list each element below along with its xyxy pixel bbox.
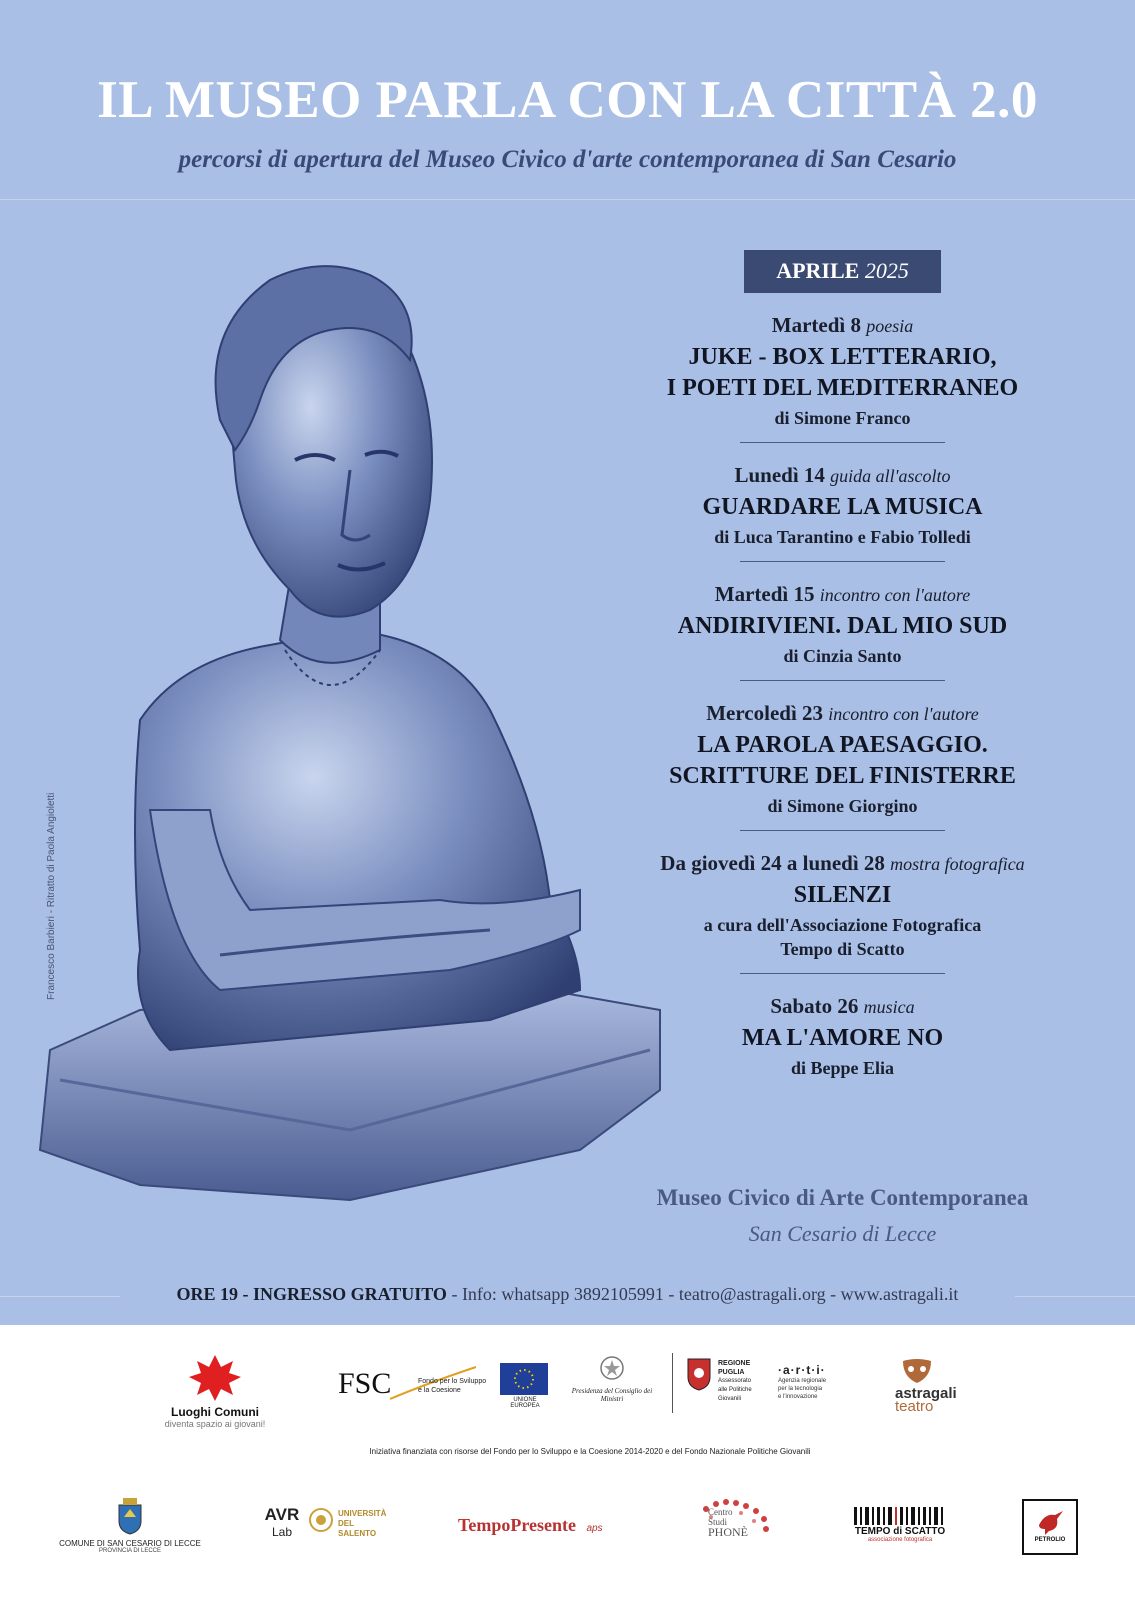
event-author-line: Tempo di Scatto (780, 939, 905, 959)
event-date-line (600, 994, 1085, 1019)
sponsor-strip (0, 1325, 1135, 1600)
info-sep: - (663, 1284, 679, 1304)
petrolio-logo (1022, 1499, 1078, 1555)
event-category: poesia (866, 316, 914, 336)
month-badge (744, 250, 941, 293)
info-line (0, 1284, 1135, 1305)
poster-title: IL MUSEO PARLA CON LA CITTÀ 2.0 (97, 71, 1038, 129)
regione-text (718, 1359, 766, 1404)
whatsapp-info: Info: whatsapp 3892105991 (461, 1284, 664, 1304)
event-title-line: I POETI DEL MEDITERRANEO (666, 375, 1019, 401)
regione-line: REGIONE (718, 1360, 751, 1367)
astragali-mask-icon (899, 1357, 935, 1385)
event-title-line: GUARDARE LA MUSICA (702, 494, 983, 520)
luoghi-comuni-tagline: diventa spazio ai giovani! (164, 1419, 266, 1429)
event-title (600, 342, 1085, 404)
comune-crest-icon (115, 1497, 145, 1535)
regione-line: alle Politiche Giovanili (718, 1387, 752, 1402)
tempopresente-suffix: aps (586, 1523, 603, 1534)
eu-logo (500, 1363, 550, 1409)
avr-line: Lab (271, 1525, 293, 1539)
eu-label: UNIONE EUROPEA (510, 1397, 540, 1409)
unisalento-seal-icon (308, 1507, 334, 1533)
petrolio-name: PETROLIO (1034, 1537, 1066, 1543)
website-link[interactable]: www.astragali.it (840, 1284, 959, 1304)
barcode-icon (852, 1507, 948, 1525)
presidenza-label: Presidenza del Consiglio dei Ministri (571, 1387, 653, 1403)
event-title-line: SILENZI (793, 882, 892, 908)
tempo-di-scatto-sub: associazione fotografica (867, 1537, 933, 1543)
avr-lab-logo (262, 1505, 302, 1539)
arti-desc (778, 1377, 848, 1401)
event-date: Lunedì 14 (734, 463, 825, 487)
event-item (600, 463, 1085, 562)
presidenza-logo (562, 1355, 662, 1403)
event-author: di Luca Tarantino e Fabio Tolledi (714, 527, 971, 547)
arti-desc-line: e l'innovazione (778, 1394, 818, 1400)
luoghi-comuni-name: Luoghi Comuni (171, 1405, 259, 1419)
phone-line: Studi (708, 1517, 728, 1527)
poster-subtitle: percorsi di apertura del Museo Civico d'arte contemporanea di San Cesario (178, 146, 957, 173)
event-category: guida all'ascolto (830, 466, 951, 486)
fsc-name: FSC (338, 1367, 392, 1400)
fsc-logo (338, 1363, 488, 1407)
event-author-line: a cura dell'Associazione Fotografica (703, 915, 982, 935)
event-date: Sabato 26 (770, 994, 859, 1018)
info-sep: - (825, 1284, 841, 1304)
tempopresente-logo (458, 1515, 628, 1536)
logo-divider (672, 1353, 673, 1413)
astragali-line: astragali (895, 1385, 957, 1402)
arti-logo (778, 1363, 848, 1401)
event-item (600, 701, 1085, 831)
event-date: Martedì 15 (714, 582, 815, 606)
event-date-line (600, 313, 1085, 338)
event-author: di Beppe Elia (790, 1058, 895, 1078)
funding-note: Iniziativa finanziata con risorse del Fondo per lo Sviluppo e la Coesione 2014-2020 e del Fondo Nazionale Politiche Giovanili (369, 1447, 811, 1456)
phone-line: PHONÈ (708, 1525, 749, 1539)
museum-name: Museo Civico di Arte Contemporanea (656, 1185, 1029, 1210)
regione-line: PUGLIA (718, 1369, 745, 1376)
event-title (600, 492, 1085, 523)
event-title-line: SCRITTURE DEL FINISTERRE (669, 763, 1016, 789)
info-sep: - (446, 1284, 462, 1304)
event-separator (740, 442, 945, 443)
museum-block (600, 1185, 1085, 1247)
info-bar (0, 1280, 1135, 1320)
regione-shield-icon (686, 1357, 712, 1391)
phone-centro-studi-logo (696, 1497, 776, 1555)
bird-icon (1035, 1507, 1065, 1537)
event-author: di Cinzia Santo (783, 646, 902, 666)
unisalento-text (338, 1509, 388, 1539)
tempopresente-name: TempoPresente (458, 1515, 576, 1535)
event-separator (740, 973, 945, 974)
time-entry: ORE 19 - INGRESSO GRATUITO (176, 1284, 447, 1304)
email-link[interactable]: teatro@astragali.org (678, 1284, 826, 1304)
event-category: incontro con l'autore (819, 585, 971, 605)
event-date-line (600, 701, 1085, 726)
event-author: di Simone Franco (774, 408, 911, 428)
luoghi-comuni-logo (150, 1353, 280, 1429)
unisalento-line: UNIVERSITÀ (338, 1509, 387, 1518)
event-category: musica (863, 997, 915, 1017)
event-program (600, 250, 1085, 1080)
event-category: mostra fotografica (890, 854, 1025, 874)
unisalento-line: DEL SALENTO (338, 1519, 377, 1538)
event-separator (740, 680, 945, 681)
astragali-teatro-logo (895, 1357, 975, 1415)
event-title (600, 1023, 1085, 1054)
luoghi-comuni-icon (187, 1353, 243, 1403)
event-date: Da giovedì 24 a lunedì 28 (660, 851, 885, 875)
arti-desc-line: Agenzia regionale (778, 1378, 827, 1384)
event-separator (740, 561, 945, 562)
event-title-line: LA PAROLA PAESAGGIO. (697, 732, 988, 758)
event-author (600, 913, 1085, 961)
sculpture-bust-image (20, 250, 680, 1240)
event-item (600, 994, 1085, 1080)
tempo-di-scatto-name: TEMPO di SCATTO (854, 1526, 946, 1537)
phone-text (708, 1507, 748, 1537)
comune-line: COMUNE DI SAN CESARIO DI LECCE (59, 1539, 201, 1548)
regione-puglia-logo (686, 1357, 766, 1417)
comune-san-cesario-logo (55, 1497, 205, 1554)
event-title-line: JUKE - BOX LETTERARIO, (688, 344, 997, 370)
comune-line: PROVINCIA DI LECCE (98, 1548, 161, 1554)
month-label: APRILE (776, 258, 860, 283)
event-date: Mercoledì 23 (706, 701, 824, 725)
event-category: incontro con l'autore (828, 704, 979, 724)
museum-place: San Cesario di Lecce (748, 1221, 937, 1246)
photo-credit: Francesco Barbieri - Ritratto di Paola Angioletti (46, 792, 57, 1000)
fsc-desc-line: Fondo per lo Sviluppo (418, 1378, 487, 1385)
fsc-desc-line: e la Coesione (418, 1387, 461, 1394)
phone-line: Centro (708, 1507, 733, 1517)
event-title (600, 880, 1085, 911)
event-item (600, 582, 1085, 681)
event-date: Martedì 8 (771, 313, 861, 337)
event-date-line (600, 463, 1085, 488)
avr-line: AVR (264, 1505, 300, 1524)
event-date-line (600, 582, 1085, 607)
event-item (600, 313, 1085, 443)
unisalento-logo (308, 1507, 388, 1543)
astragali-line: teatro (895, 1398, 934, 1415)
poster-header (0, 0, 1135, 200)
event-item (600, 851, 1085, 974)
year-label: 2025 (864, 258, 909, 283)
event-author: di Simone Giorgino (767, 796, 918, 816)
event-date-line (570, 851, 1115, 876)
event-separator (740, 830, 945, 831)
emblem-icon (599, 1355, 625, 1381)
tempo-di-scatto-logo (848, 1507, 952, 1543)
eu-flag-icon (500, 1363, 548, 1395)
arti-desc-line: per la tecnologia (778, 1386, 823, 1392)
arti-name: ·a·r·t·i· (778, 1363, 826, 1377)
event-title-line: MA L'AMORE NO (741, 1025, 944, 1051)
regione-line: Assessorato (718, 1378, 752, 1384)
fsc-desc (418, 1377, 486, 1395)
event-title (600, 611, 1085, 642)
event-title (600, 730, 1085, 792)
event-title-line: ANDIRIVIENI. DAL MIO SUD (677, 613, 1008, 639)
